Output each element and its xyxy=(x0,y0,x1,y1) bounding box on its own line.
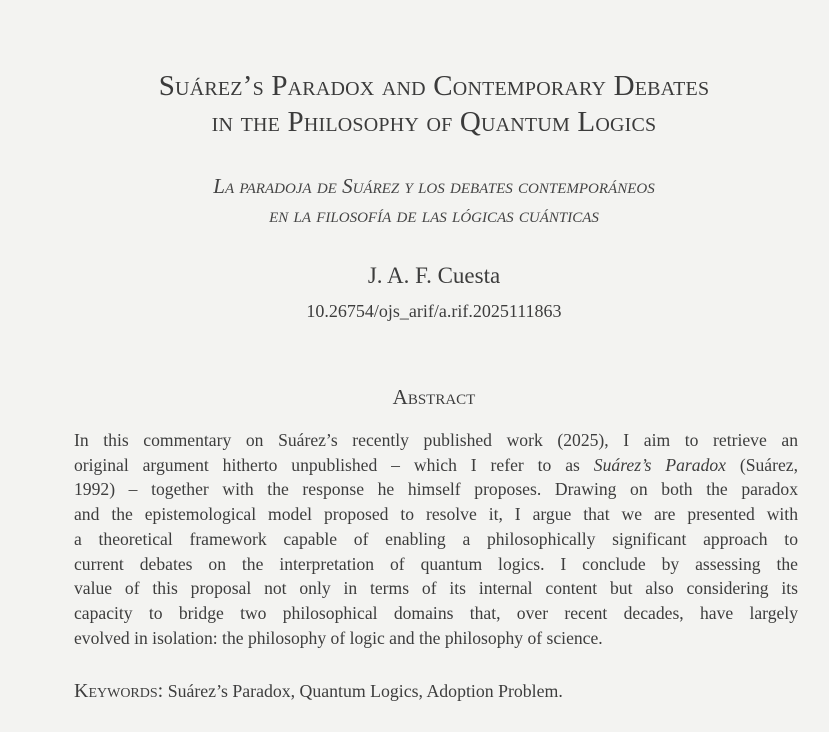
abstract-line xyxy=(74,453,798,478)
paper-subtitle xyxy=(0,172,829,230)
abstract-line: and the epistemological model proposed to resolve it, I argue that we are presented with xyxy=(74,504,798,525)
paper-title xyxy=(0,68,829,140)
abstract-line: capacity to bridge two philosophical domains that, over recent decades, have largely xyxy=(74,602,798,623)
abstract-line: a theoretical framework capable of enabling a philosophically significant approach to xyxy=(74,528,798,549)
paper-title-line-2: in the Philosophy of Quantum Logics xyxy=(211,106,657,138)
keywords-label: Keywords: xyxy=(74,680,164,702)
abstract-line: current debates on the interpretation of quantum logics. I conclude by assessing the xyxy=(74,553,798,574)
abstract-italic-term: Suárez’s Paradox xyxy=(593,454,726,475)
paper-title-line-1: Suárez’s Paradox and Contemporary Debates xyxy=(158,70,710,102)
abstract-line: 1992) – together with the response he himself proposes. Drawing on both the paradox xyxy=(74,479,798,500)
keywords xyxy=(74,678,563,704)
keywords-values: Suárez’s Paradox, Quantum Logics, Adoption Problem. xyxy=(167,681,563,701)
abstract-line: In this commentary on Suárez’s recently published work (2025), I aim to retrieve an xyxy=(74,430,798,450)
author-name: J. A. F. Cuesta xyxy=(367,263,501,288)
doi: 10.26754/ojs_arif/a.rif.2025111863 xyxy=(306,301,562,321)
paper-subtitle-line-2: en la filosofía de las lógicas cuánticas xyxy=(269,203,599,227)
abstract-text: original argument hitherto unpublished – which I refer to as xyxy=(74,454,594,475)
abstract-line: evolved in isolation: the philosophy of logic and the philosophy of science. xyxy=(74,627,603,648)
abstract-text: (Suárez, xyxy=(725,454,798,475)
abstract-heading: Abstract xyxy=(392,385,476,409)
abstract-body xyxy=(74,428,798,650)
paper-subtitle-line-1: La paradoja de Suárez y los debates contemporáneos xyxy=(213,174,655,198)
abstract-line: value of this proposal not only in terms of its internal content but also considering its xyxy=(74,578,798,599)
